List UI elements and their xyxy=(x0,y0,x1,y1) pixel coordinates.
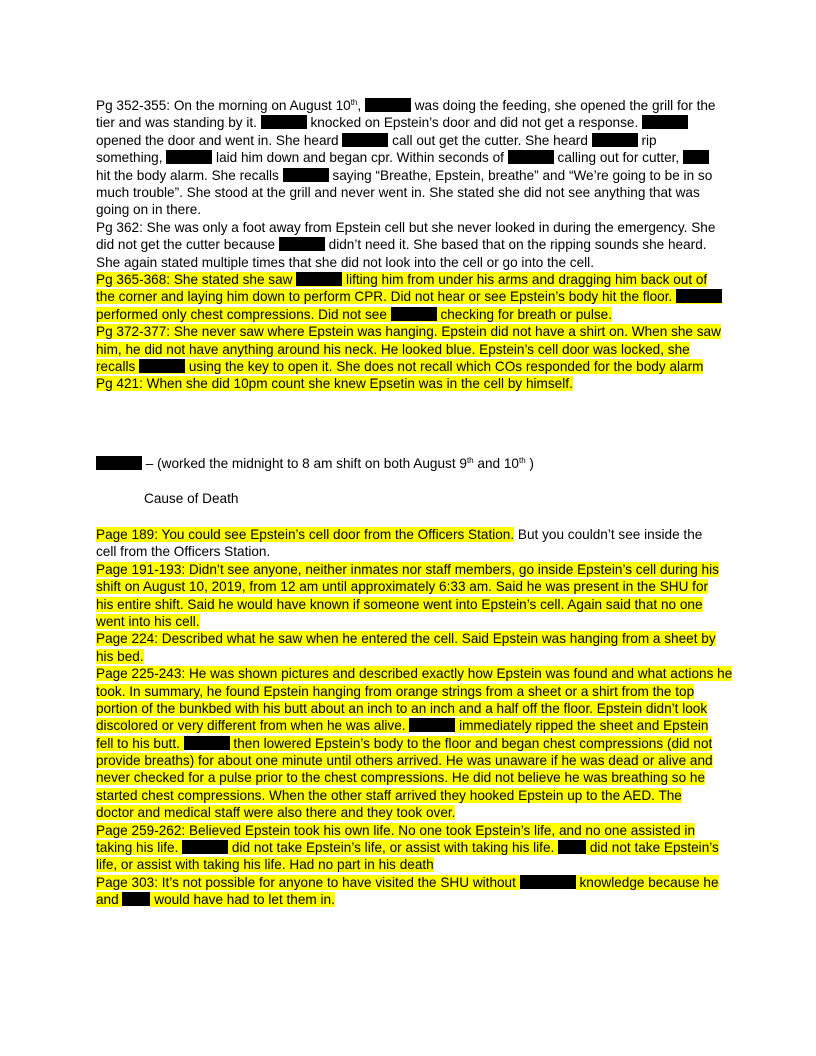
text-segment: tier and was standing by it. xyxy=(96,115,261,131)
text-segment: calling out for cutter, xyxy=(553,150,683,166)
text-line xyxy=(96,648,722,665)
text-segment: call out get the cutter. She heard xyxy=(388,132,592,148)
text-segment: his entire shift. Said he would have known if someone went into Epstein’s cell. Again said that no one xyxy=(96,596,703,612)
text-segment: lifting him from under his arms and dragging him back out of xyxy=(342,272,708,287)
text-segment: knocked on Epstein’s door and did not get a response. xyxy=(306,115,643,131)
text-segment: hit the body alarm. She recalls xyxy=(96,167,283,183)
text-segment: didn’t need it. She based that on the ripping sounds she heard. xyxy=(324,237,707,253)
text-line xyxy=(96,665,733,682)
text-line xyxy=(96,578,722,595)
text-segment: knowledge because he xyxy=(575,874,719,890)
redaction-bar xyxy=(182,840,228,854)
text-segment: recalls xyxy=(96,358,140,374)
text-segment: Pg 421: When she did 10pm count she knew Epsetin was in the cell by himself. xyxy=(96,376,573,392)
redaction-bar xyxy=(592,133,638,147)
text-segment: something, xyxy=(96,150,167,166)
redaction-bar xyxy=(342,133,388,147)
text-segment: started chest compressions. When the other staff arrived they hooked Epstein up to the AED. The xyxy=(96,787,682,803)
text-segment: Page 189: You could see Epstein’s cell door from the Officers Station. xyxy=(96,527,515,542)
redaction-bar xyxy=(122,892,150,906)
text-segment: She again stated multiple times that she did not look into the cell or go into the cell. xyxy=(96,254,594,270)
redaction-bar xyxy=(683,150,709,164)
text-line xyxy=(96,132,722,149)
text-line xyxy=(96,375,722,392)
text-segment: shift on August 10, 2019, from 12 am until approximately 6:33 am. Said he was present in the SHU for xyxy=(96,579,709,595)
text-line xyxy=(96,839,722,856)
text-segment: portion of the bunkbed with his butt about an inch to an inch and a half off the floor. Epstein didn’t look xyxy=(96,700,708,716)
interview-summary-section-2 xyxy=(96,526,733,909)
text-line xyxy=(96,306,722,323)
text-segment: then lowered Epstein’s body to the floor and began chest compressions (did not xyxy=(229,735,713,751)
text-segment: cell from the Officers Station. xyxy=(96,544,271,560)
text-line xyxy=(96,201,722,218)
text-segment: Pg 362: She was only a foot away from Epstein cell but she never looked in during the emergency. She xyxy=(96,219,716,235)
text-segment: much trouble”. She stood at the grill and never went in. She stated she did not see anything that was xyxy=(96,184,700,200)
cause-of-death-subheading: Cause of Death xyxy=(144,491,239,506)
text-segment: did not take Epstein’s xyxy=(586,840,719,856)
text-segment: using the key to open it. She does not recall which COs responded for the body alarm xyxy=(185,358,704,374)
redaction-bar xyxy=(508,150,554,164)
text-segment: performed only chest compressions. Did not see xyxy=(96,306,391,322)
superscript: th xyxy=(350,98,358,107)
text-segment: Page 224: Described what he saw when he entered the cell. Said Epstein was hanging from a sheet by xyxy=(96,631,716,647)
text-segment: did not get the cutter because xyxy=(96,237,279,253)
text-segment: provide breaths) for about one minute until others arrived. He was unaware if he was dead or alive and xyxy=(96,753,713,769)
text-segment: immediately ripped the sheet and Epstein xyxy=(455,718,709,734)
text-line xyxy=(96,358,722,375)
text-line xyxy=(96,787,722,804)
redaction-bar xyxy=(279,237,325,251)
text-line xyxy=(96,874,722,891)
text-segment: Page 259-262: Believed Epstein took his own life. No one took Epstein’s life, and no one assisted in xyxy=(96,822,696,838)
redaction-bar xyxy=(409,718,455,732)
text-line xyxy=(96,236,722,253)
text-segment: Page 191-193: Didn’t see anyone, neither inmates nor staff members, go inside Epstein’s cell during his xyxy=(96,561,719,577)
text-line xyxy=(96,341,722,358)
redaction-bar xyxy=(166,150,212,164)
text-segment: doctor and medical staff were also there and they took over. xyxy=(96,805,456,821)
interview-summary-section-1-highlighted xyxy=(96,271,722,393)
redaction-bar xyxy=(96,456,142,470)
heading-end: ) xyxy=(525,456,534,471)
redaction-bar xyxy=(365,98,411,112)
text-line xyxy=(96,254,722,271)
text-segment: opened the door and went in. She heard xyxy=(96,132,343,148)
text-segment: would have had to let them in. xyxy=(150,892,335,908)
text-segment: him, he did not have anything around his neck. He looked blue. Epstein’s cell door was locked, she xyxy=(96,341,690,357)
text-segment: checking for breath or pulse. xyxy=(436,306,612,322)
redaction-bar xyxy=(283,168,329,182)
text-line xyxy=(96,543,722,560)
text-line xyxy=(96,856,722,873)
redaction-bar xyxy=(391,307,437,321)
text-line xyxy=(96,114,722,131)
text-line xyxy=(96,752,722,769)
text-segment: saying “Breathe, Epstein, breathe” and “We’re going to be in so xyxy=(328,167,713,183)
text-segment: his bed. xyxy=(96,648,144,664)
text-segment: was doing the feeding, she opened the grill for the xyxy=(410,98,716,113)
text-segment: going on in there. xyxy=(96,202,202,218)
text-line xyxy=(96,822,722,839)
text-segment: rip xyxy=(637,132,657,148)
text-segment: fell to his butt. xyxy=(96,735,184,751)
text-segment: took. In summary, he found Epstein hanging from orange strings from a sheet or a shirt from the top xyxy=(96,683,695,699)
redaction-bar xyxy=(184,736,230,750)
text-segment: , xyxy=(357,98,365,113)
text-segment: never checked for a pulse prior to the chest compressions. He did not believe he was breathing so he xyxy=(96,770,706,786)
text-segment: Page 225-243: He was shown pictures and described exactly how Epstein was found and what actions he xyxy=(96,666,733,682)
text-line xyxy=(96,219,722,236)
redaction-bar xyxy=(261,115,307,129)
text-line xyxy=(96,323,722,340)
redaction-bar xyxy=(558,840,586,854)
text-line xyxy=(96,561,722,578)
interview-summary-section-1 xyxy=(96,97,722,271)
redaction-bar xyxy=(676,289,722,303)
text-line xyxy=(96,613,722,630)
redaction-bar xyxy=(642,115,688,129)
heading-text: – (worked the midnight to 8 am shift on both August 9 xyxy=(142,456,467,471)
text-segment: laid him down and began cpr. Within seconds of xyxy=(212,150,508,166)
text-line xyxy=(96,804,722,821)
heading-sup-1: th xyxy=(466,456,474,465)
text-line xyxy=(96,700,722,717)
person-heading xyxy=(96,455,722,472)
text-line xyxy=(96,184,722,201)
text-line xyxy=(96,271,722,288)
text-line xyxy=(96,149,722,166)
text-line xyxy=(96,167,722,184)
text-segment: life, or assist with taking his life. Had no part in his death xyxy=(96,857,434,873)
text-line xyxy=(96,97,722,114)
redaction-bar xyxy=(520,875,576,889)
text-segment: did not take Epstein’s life, or assist with taking his life. xyxy=(228,840,559,856)
text-segment: Pg 352-355: On the morning on August 10 xyxy=(96,98,351,113)
text-line xyxy=(96,735,722,752)
text-segment: Pg 372-377: She never saw where Epstein was hanging. Epstein did not have a shirt on. When she saw xyxy=(96,324,721,340)
text-line xyxy=(96,769,722,786)
text-line xyxy=(96,630,722,647)
text-line xyxy=(96,717,722,734)
text-line xyxy=(96,596,722,613)
text-segment: Page 303: It’s not possible for anyone to have visited the SHU without xyxy=(96,874,520,890)
text-line xyxy=(96,288,722,305)
text-line xyxy=(96,683,722,700)
text-segment: But you couldn’t see inside the xyxy=(514,527,703,542)
text-line xyxy=(96,891,722,908)
text-segment: and xyxy=(96,892,123,908)
heading-sup-2: th xyxy=(518,456,526,465)
text-segment: went into his cell. xyxy=(96,613,200,629)
redaction-bar xyxy=(296,272,342,286)
text-segment: the corner and laying him down to perform CPR. Did not hear or see Epstein’s body hit the floor. xyxy=(96,289,677,305)
text-segment: discolored or very different from when he was alive. xyxy=(96,718,410,734)
text-segment: Pg 365-368: She stated she saw xyxy=(96,272,297,287)
heading-mid: and 10 xyxy=(473,456,519,471)
text-segment: taking his life. xyxy=(96,840,183,856)
redaction-bar xyxy=(139,359,185,373)
text-line xyxy=(96,526,722,543)
